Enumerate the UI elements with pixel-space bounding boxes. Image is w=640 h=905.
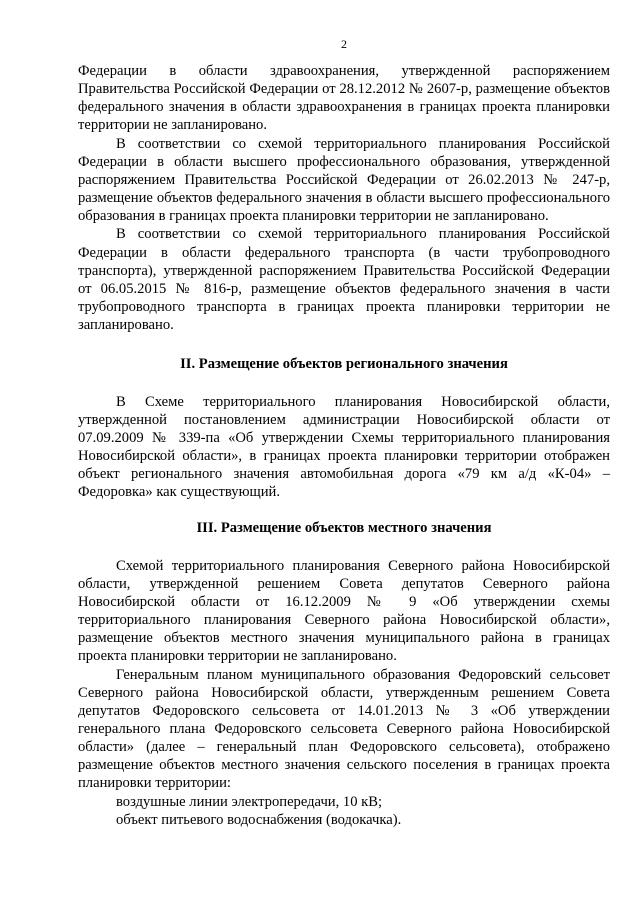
- list-item-water-supply: объект питьевого водоснабжения (водокачка).: [116, 811, 402, 828]
- list-item-power-lines: воздушные линии электропередачи, 10 кВ;: [116, 793, 383, 810]
- paragraph-healthcare: Федерации в области здравоохранения, утвержденной распоряжением Правительства Российской Федерации от 28.12.2012 № 2607-р, размещение объектов федерального значения в области здравоохранения в границах проекта планировки территории не запланировано.: [78, 63, 610, 134]
- paragraph-general-plan: Генеральным планом муниципального образования Федоровский сельсовет Северного района Новосибирской области, утвержденным решением Совета депутатов Федоровского сельсовета от 14.01.2013 № 3 «Об утверждении генерального плана Федоровского сельсовета Северного района Новосибирской области» (далее – генеральный план Федоровского сельсовета), отображено размещение объектов местного значения сельского поселения в границах проекта планировки территории:: [78, 666, 610, 792]
- document-body: [78, 62, 610, 829]
- paragraph-district-scheme: Схемой территориального планирования Северного района Новосибирской области, утвержденной решением Совета депутатов Северного района Новосибирской области от 16.12.2009 № 9 «Об утверждении схемы территориального планирования Северного района Новосибирской области», размещение объектов местного значения муниципального района в границах проекта планировки территории не запланировано.: [78, 557, 610, 665]
- paragraph-pipeline-transport: В соответствии со схемой территориального планирования Российской Федерации в области федерального транспорта (в части трубопроводного транспорта), утвержденной распоряжением Правительства Российской Федерации от 06.05.2015 № 816-р, размещение объектов федерального значения в части трубопроводного транспорта в границах проекта планировки территории не запланировано.: [78, 226, 610, 334]
- document-page: [78, 0, 610, 905]
- page-number: 2: [341, 37, 347, 51]
- paragraph-regional-scheme: В Схеме территориального планирования Новосибирской области, утвержденной постановлением администрации Новосибирской области от 07.09.2009 № 339-па «Об утверждении Схемы территориального планирования Новосибирской области», в границах проекта планировки территории отображен объект регионального значения автомобильная дорога «79 км а/д «К-04» – Федоровка» как существующий.: [78, 393, 610, 501]
- heading-local-objects: III. Размещение объектов местного значения: [196, 520, 492, 537]
- heading-regional-objects: II. Размещение объектов регионального значения: [180, 356, 508, 373]
- paragraph-higher-education: В соответствии со схемой территориального планирования Российской Федерации в области высшего профессионального образования, утвержденной распоряжением Правительства Российской Федерации от 26.02.2013 № 247-р, размещение объектов федерального значения в области высшего профессионального образования в границах проекта планировки территории не запланировано.: [78, 135, 610, 225]
